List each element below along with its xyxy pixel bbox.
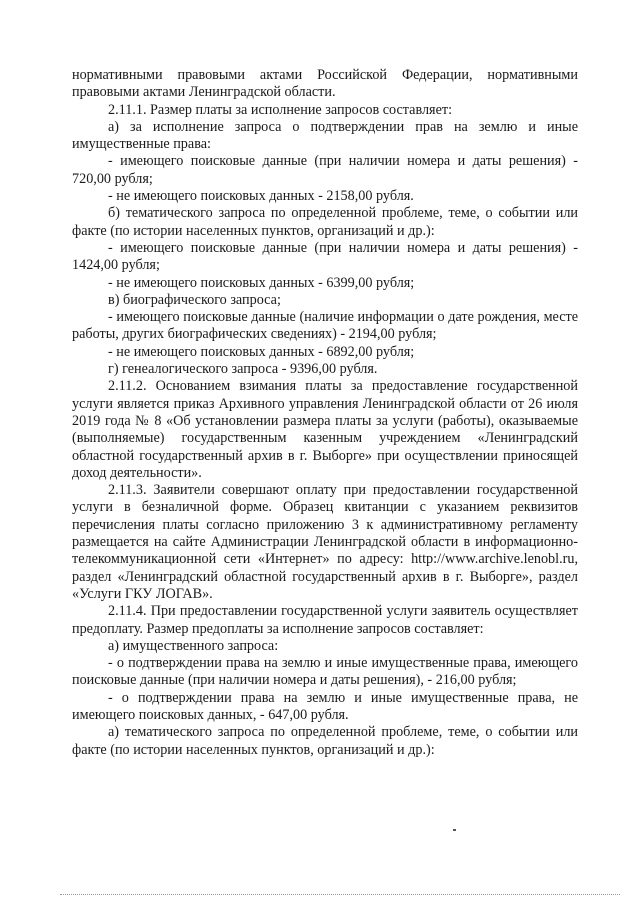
- paragraph-2-11-4: 2.11.4. При предоставлении государственной услуги заявитель осуществляет предоплату. Размер предоплаты за исполнение запросов составляет:: [72, 603, 578, 637]
- paragraph-land-rights-request: а) за исполнение запроса о подтверждении прав на землю и иные имущественные права:: [72, 118, 578, 153]
- paragraph-2-11-1-heading: 2.11.1. Размер платы за исполнение запросов составляет:: [108, 101, 453, 118]
- paragraph-biographical-request: в) биографического запроса;: [108, 291, 281, 308]
- paragraph-property-request: а) имущественного запроса:: [108, 637, 279, 654]
- scan-speck: [453, 829, 456, 831]
- paragraph-thematic-with-data: - имеющего поисковые данные (при наличии номера и даты решения) - 1424,00 рубля;: [72, 239, 578, 274]
- paragraph-biographical-with-data: - имеющего поисковые данные (наличие информации о дате рождения, месте работы, других биографических сведениях) - 2194,00 рубля;: [72, 309, 578, 343]
- paragraph-property-without-data: - о подтверждении права на землю и иные имущественные права, не имеющего поисковых данных, - 647,00 рубля.: [72, 689, 578, 723]
- paragraph-land-rights-with-data: - имеющего поисковые данные (при наличии номера и даты решения) - 720,00 рубля;: [72, 153, 578, 187]
- document-body: [72, 67, 578, 759]
- paragraph-2-11-2: 2.11.2. Основанием взимания платы за предоставление государственной услуги является приказ Архивного управления Ленинградской области от 26 июля 2019 года № 8 «Об установлении размера платы за услуги (работы), оказываемые (выполняемые) государственным казенным учреждением «Ленинградский областной государственный архив в г. Выборге» при осуществлении приносящей доход деятельности».: [72, 378, 578, 481]
- paragraph-property-with-data: - о подтверждении права на землю и иные имущественные права, имеющего поисковые данные (при наличии номера и даты решения), - 216,00 рубля;: [72, 655, 578, 689]
- paragraph-land-rights-without-data: - не имеющего поисковых данных - 2158,00 рубля.: [108, 188, 414, 205]
- paragraph-thematic-without-data: - не имеющего поисковых данных - 6399,00 рубля;: [108, 274, 415, 291]
- paragraph-genealogical-request: г) генеалогического запроса - 9396,00 рубля.: [108, 361, 378, 378]
- page-bottom-edge: [60, 894, 620, 895]
- paragraph-thematic-request: б) тематического запроса по определенной проблеме, теме, о событии или факте (по истории населенных пунктов, организаций и др.):: [72, 205, 578, 239]
- paragraph-continuation: нормативными правовыми актами Российской Федерации, нормативными правовыми актами Ленинградской области.: [72, 67, 578, 101]
- paragraph-biographical-without-data: - не имеющего поисковых данных - 6892,00 рубля;: [108, 343, 415, 360]
- paragraph-thematic-prepayment: а) тематического запроса по определенной проблеме, теме, о событии или факте (по истории населенных пунктов, организаций и др.):: [72, 724, 578, 758]
- paragraph-2-11-3: 2.11.3. Заявители совершают оплату при предоставлении государственной услуги в безналичной форме. Образец квитанции с указанием реквизитов перечисления платы согласно приложению 3 к административному регламенту размещается на сайте Администрации Ленинградской области в информационно-телекоммуникационной сети «Интернет» по адресу: http://www.archive.lenobl.ru, раздел «Ленинградский областной государственный архив в г. Выборге», раздел «Услуги ГКУ ЛОГАВ».: [72, 482, 578, 602]
